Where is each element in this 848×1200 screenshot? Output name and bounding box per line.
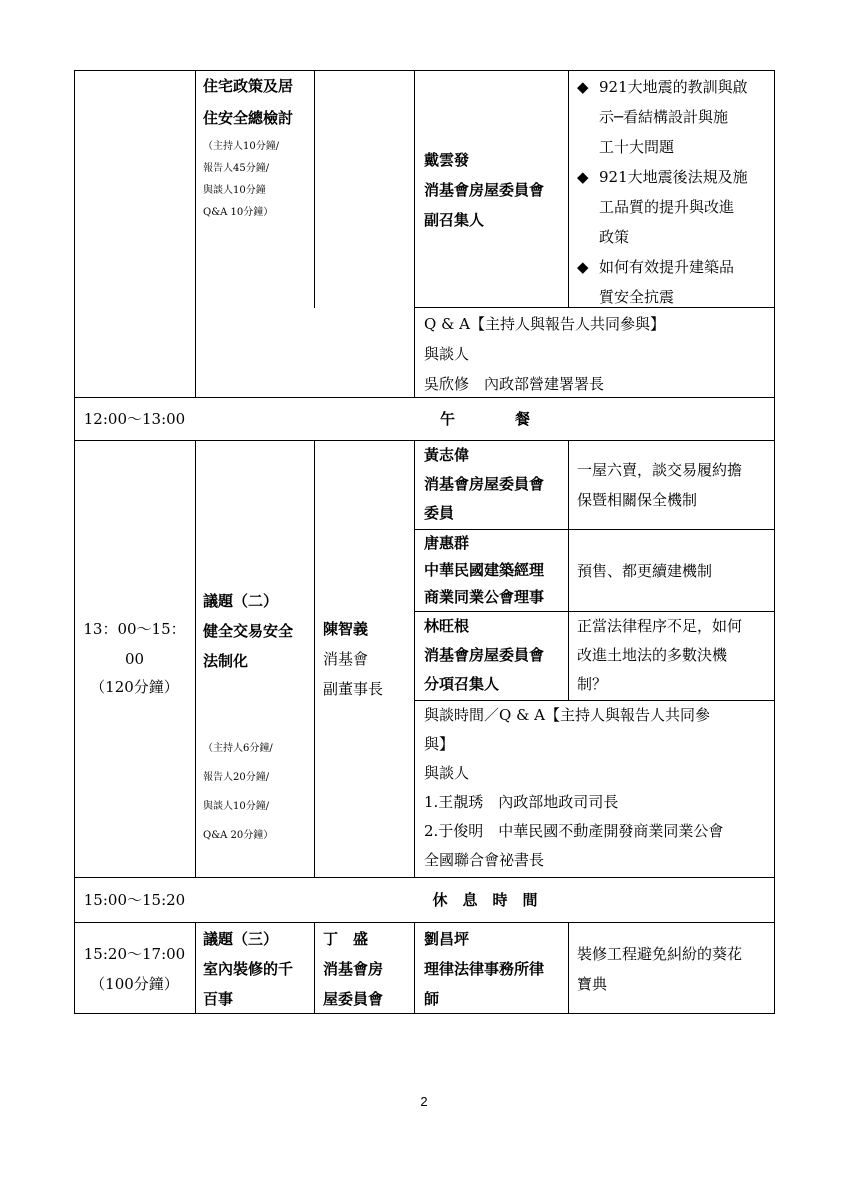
host-name: 丁 盛 [323, 930, 369, 948]
session3-time-cell [74, 939, 195, 999]
host-title: 消基會 [323, 650, 369, 668]
speaker-name: 戴雲發 [424, 151, 470, 169]
session1-topic-cell [203, 70, 313, 224]
table-vline [314, 922, 315, 1014]
session1-bullets-cell [577, 72, 773, 312]
panelist: 2.于俊明 中華民國不動產開發商業同業公會 [424, 822, 724, 840]
bullet-item [577, 162, 773, 252]
page-number: 2 [420, 1094, 428, 1109]
session-duration: （120分鐘） [90, 678, 179, 696]
speaker-topic-cell [577, 612, 773, 699]
speaker-topic: 寶典 [577, 975, 608, 993]
black-diamond-icon: ◆ [577, 78, 589, 96]
speaker-cell [424, 441, 567, 528]
table-vline [568, 922, 569, 1014]
session2-qa-cell [424, 701, 772, 875]
host-title: 屋委員會 [323, 990, 384, 1008]
speaker-topic-cell [577, 556, 773, 586]
speaker-topic: 改進土地法的多數決機 [577, 646, 728, 664]
time-allocation-line: Q&A 20分鐘） [203, 830, 274, 841]
session-time: 13：00～15： [83, 620, 186, 638]
speaker-title: 消基會房屋委員會 [424, 475, 545, 493]
table-vline [314, 70, 315, 308]
topic-line: 住宅政策及居 [203, 77, 294, 95]
speaker-topic-cell [577, 455, 773, 515]
table-border-left [74, 70, 75, 1014]
table-hline [74, 877, 775, 878]
bullet-line: 示─看結構設計與施 [599, 108, 729, 126]
bullet-line: 921大地震後法規及施 [599, 168, 748, 186]
speaker-title: 消基會房屋委員會 [424, 181, 545, 199]
speaker-topic: 裝修工程避免糾紛的葵花 [577, 945, 743, 963]
topic-line: 百事 [203, 990, 234, 1008]
speaker-topic: 一屋六賣，談交易履約擔 [577, 461, 743, 479]
table-vline [414, 440, 415, 878]
session-duration: （100分鐘） [90, 975, 179, 993]
time-allocation-line: 與談人10分鐘/ [203, 801, 270, 812]
table-vline [314, 440, 315, 878]
speaker-name: 劉昌坪 [424, 930, 470, 948]
bullet-item [577, 252, 773, 312]
table-hline [74, 922, 775, 923]
bullet-item [577, 72, 773, 162]
bullet-line: 質安全抗震 [599, 288, 675, 306]
session-time: 00 [124, 650, 145, 668]
bullet-line: 工品質的提升與改進 [599, 198, 735, 216]
table-vline [568, 70, 569, 308]
bullet-line: 921大地震的教訓與啟 [599, 78, 748, 96]
bullet-line: 政策 [599, 228, 630, 246]
qa-heading: 與】 [424, 735, 455, 753]
panelist-label: 與談人 [424, 345, 470, 363]
speaker-name: 黃志偉 [424, 446, 470, 464]
session3-host-cell [323, 924, 413, 1014]
table-vline [195, 922, 196, 1014]
time-allocation-line: 與談人10分鐘 [203, 185, 266, 196]
time-allocation-line: 報告人45分鐘/ [203, 163, 270, 174]
speaker-cell [424, 612, 567, 699]
session3-topic-cell [203, 924, 313, 1014]
host-title: 消基會房 [323, 960, 384, 978]
break-label: 休 息 時 間 [432, 891, 538, 909]
table-border-right [774, 70, 775, 1014]
speaker-topic: 預售、都更續建機制 [577, 562, 713, 580]
session3-speaker-cell [424, 924, 567, 1014]
session2-topic-cell [203, 586, 313, 676]
time-allocation-line: （主持人6分鐘/ [203, 743, 273, 754]
speaker-title: 副召集人 [424, 211, 485, 229]
speaker-title: 師 [424, 990, 440, 1008]
bullet-line: 工十大問題 [599, 138, 675, 156]
time-allocation-line: （主持人10分鐘/ [203, 141, 280, 152]
session2-time-cell [74, 614, 195, 700]
topic-line: 法制化 [203, 652, 249, 670]
time-allocation-line: Q&A 10分鐘） [203, 207, 274, 218]
session2-time-allocation [203, 734, 313, 850]
bullet-line: 如何有效提升建築品 [599, 258, 735, 276]
table-vline [195, 440, 196, 878]
speaker-topic: 正當法律程序不足，如何 [577, 617, 743, 635]
speaker-cell [424, 530, 567, 611]
table-vline [568, 440, 569, 701]
panelist: 吳欣修 內政部營建署署長 [424, 375, 605, 393]
panelist-label: 與談人 [424, 764, 470, 782]
table-border-top [74, 70, 775, 71]
speaker-name: 唐惠群 [424, 534, 470, 552]
black-diamond-icon: ◆ [577, 168, 589, 186]
session1-speaker-cell [424, 145, 567, 235]
session-time: 15:20～17:00 [83, 945, 186, 963]
host-name: 陳智義 [323, 620, 369, 638]
topic-line: 健全交易安全 [203, 622, 294, 640]
lunch-time: 12:00～13:00 [83, 410, 186, 428]
speaker-title: 理律法律事務所律 [424, 960, 545, 978]
speaker-title: 委員 [424, 504, 455, 522]
speaker-title: 消基會房屋委員會 [424, 646, 545, 664]
table-vline [414, 70, 415, 398]
topic-line: 議題（三） [203, 930, 279, 948]
session3-topic-desc-cell [577, 939, 773, 999]
speaker-topic: 保暨相關保全機制 [577, 491, 698, 509]
topic-line: 議題（二） [203, 592, 279, 610]
table-vline [195, 70, 196, 398]
speaker-title: 商業同業公會理事 [424, 588, 545, 606]
speaker-title: 分項召集人 [424, 675, 500, 693]
panelist: 全國聯合會祕書長 [424, 851, 545, 869]
host-title: 副董事長 [323, 680, 384, 698]
session1-qa-cell [424, 309, 772, 399]
table-vline [414, 922, 415, 1014]
speaker-name: 林旺根 [424, 617, 470, 635]
black-diamond-icon: ◆ [577, 258, 589, 276]
session2-host-cell [323, 614, 413, 704]
topic-line: 住安全總檢討 [203, 109, 294, 127]
speaker-topic: 制？ [577, 675, 608, 693]
topic-line: 室內裝修的千 [203, 960, 294, 978]
lunch-label: 午 餐 [439, 410, 530, 428]
qa-heading: Q & A【主持人與報告人共同參與】 [424, 315, 666, 333]
panelist: 1.王靚琇 內政部地政司司長 [424, 793, 619, 811]
qa-heading: 與談時間／Q & A【主持人與報告人共同參 [424, 706, 711, 724]
time-allocation-line: 報告人20分鐘/ [203, 772, 270, 783]
break-time: 15:00～15:20 [83, 891, 186, 909]
speaker-title: 中華民國建築經理 [424, 561, 545, 579]
